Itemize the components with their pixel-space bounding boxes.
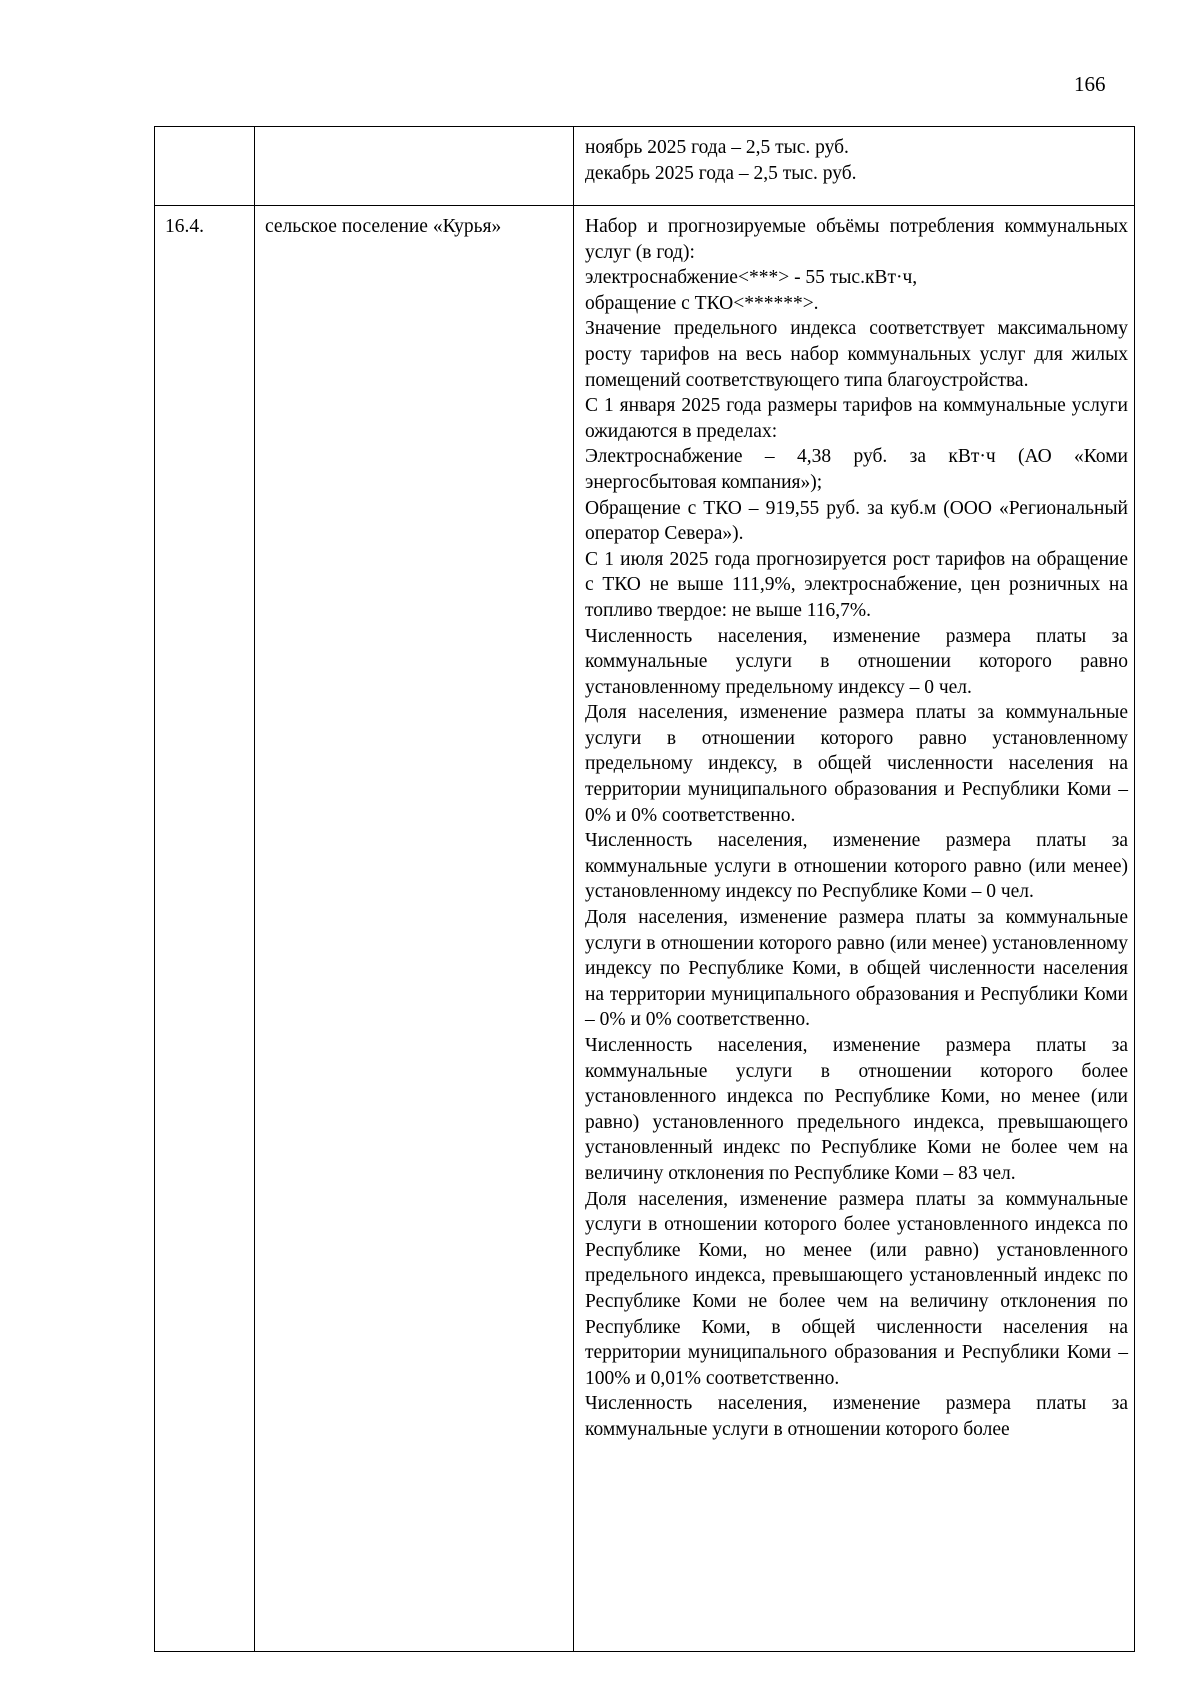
table-row xyxy=(155,127,1135,206)
paragraph: Электроснабжение – 4,38 руб. за кВт·ч (АО «Коми энергосбытовая компания»); xyxy=(585,446,1128,493)
paragraph: Численность населения, изменение размера платы за коммунальные услуги в отношении которого равно установленному предельному индексу – 0 чел. xyxy=(585,625,1128,698)
settlement-name-cell: сельское поселение «Курья» xyxy=(255,206,574,1652)
text-cell xyxy=(574,127,1135,206)
number-cell xyxy=(155,127,255,206)
paragraph: Численность населения, изменение размера платы за коммунальные услуги в отношении которого более xyxy=(585,1393,1128,1440)
paragraph: Доля населения, изменение размера платы за коммунальные услуги в отношении которого равно установленному предельному индексу, в общей численности населения на территории муниципального образования и Республики Коми – 0% и 0% соответственно. xyxy=(585,702,1128,826)
paragraph: электроснабжение<***> - 55 тыс.кВт·ч, xyxy=(585,267,918,289)
text-line: ноябрь 2025 года – 2,5 тыс. руб. xyxy=(585,137,849,158)
paragraph: Доля населения, изменение размера платы за коммунальные услуги в отношении которого более установленного индекса по Республике Коми, но менее (или равно) установленного предельного индекса, превышающего установленный индекс по Республике Коми не более чем на величину отклонения по Республике Коми, в общей численности населения на территории муниципального образования и Республики Коми – 100% и 0,01% соответственно. xyxy=(585,1188,1128,1389)
table-row xyxy=(155,206,1135,1652)
paragraph: Набор и прогнозируемые объёмы потребления коммунальных услуг (в год): xyxy=(585,216,1128,263)
page-number: 166 xyxy=(1074,72,1106,96)
paragraph: обращение с ТКО<******>. xyxy=(585,292,819,314)
paragraph: С 1 июля 2025 года прогнозируется рост тарифов на обращение с ТКО не выше 111,9%, электроснабжение, цен розничных на топливо твердое: не выше 116,7%. xyxy=(585,548,1128,621)
paragraph: Численность населения, изменение размера платы за коммунальные услуги в отношении которого более установленного индекса по Республике Коми, но менее (или равно) установленного предельного индекса, превышающего установленный индекс по Республике Коми не более чем на величину отклонения по Республике Коми – 83 чел. xyxy=(585,1035,1128,1184)
name-cell xyxy=(255,127,574,206)
paragraph: Значение предельного индекса соответствует максимальному росту тарифов на весь набор коммунальных услуг для жилых помещений соответствующего типа благоустройства. xyxy=(585,318,1128,391)
paragraph: Численность населения, изменение размера платы за коммунальные услуги в отношении которого равно (или менее) установленному индексу по Республике Коми – 0 чел. xyxy=(585,830,1128,903)
tariff-table xyxy=(154,126,1135,1652)
text-line: декабрь 2025 года – 2,5 тыс. руб. xyxy=(585,162,857,184)
number-cell: 16.4. xyxy=(155,206,255,1652)
paragraph: С 1 января 2025 года размеры тарифов на коммунальные услуги ожидаются в пределах: xyxy=(585,395,1128,442)
paragraph: Доля населения, изменение размера платы за коммунальные услуги в отношении которого равно (или менее) установленному индексу по Республике Коми, в общей численности населения на территории муниципального образования и Республики Коми – 0% и 0% соответственно. xyxy=(585,907,1128,1031)
description-cell xyxy=(574,206,1135,1652)
paragraph: Обращение с ТКО – 919,55 руб. за куб.м (ООО «Региональный оператор Севера»). xyxy=(585,497,1128,545)
